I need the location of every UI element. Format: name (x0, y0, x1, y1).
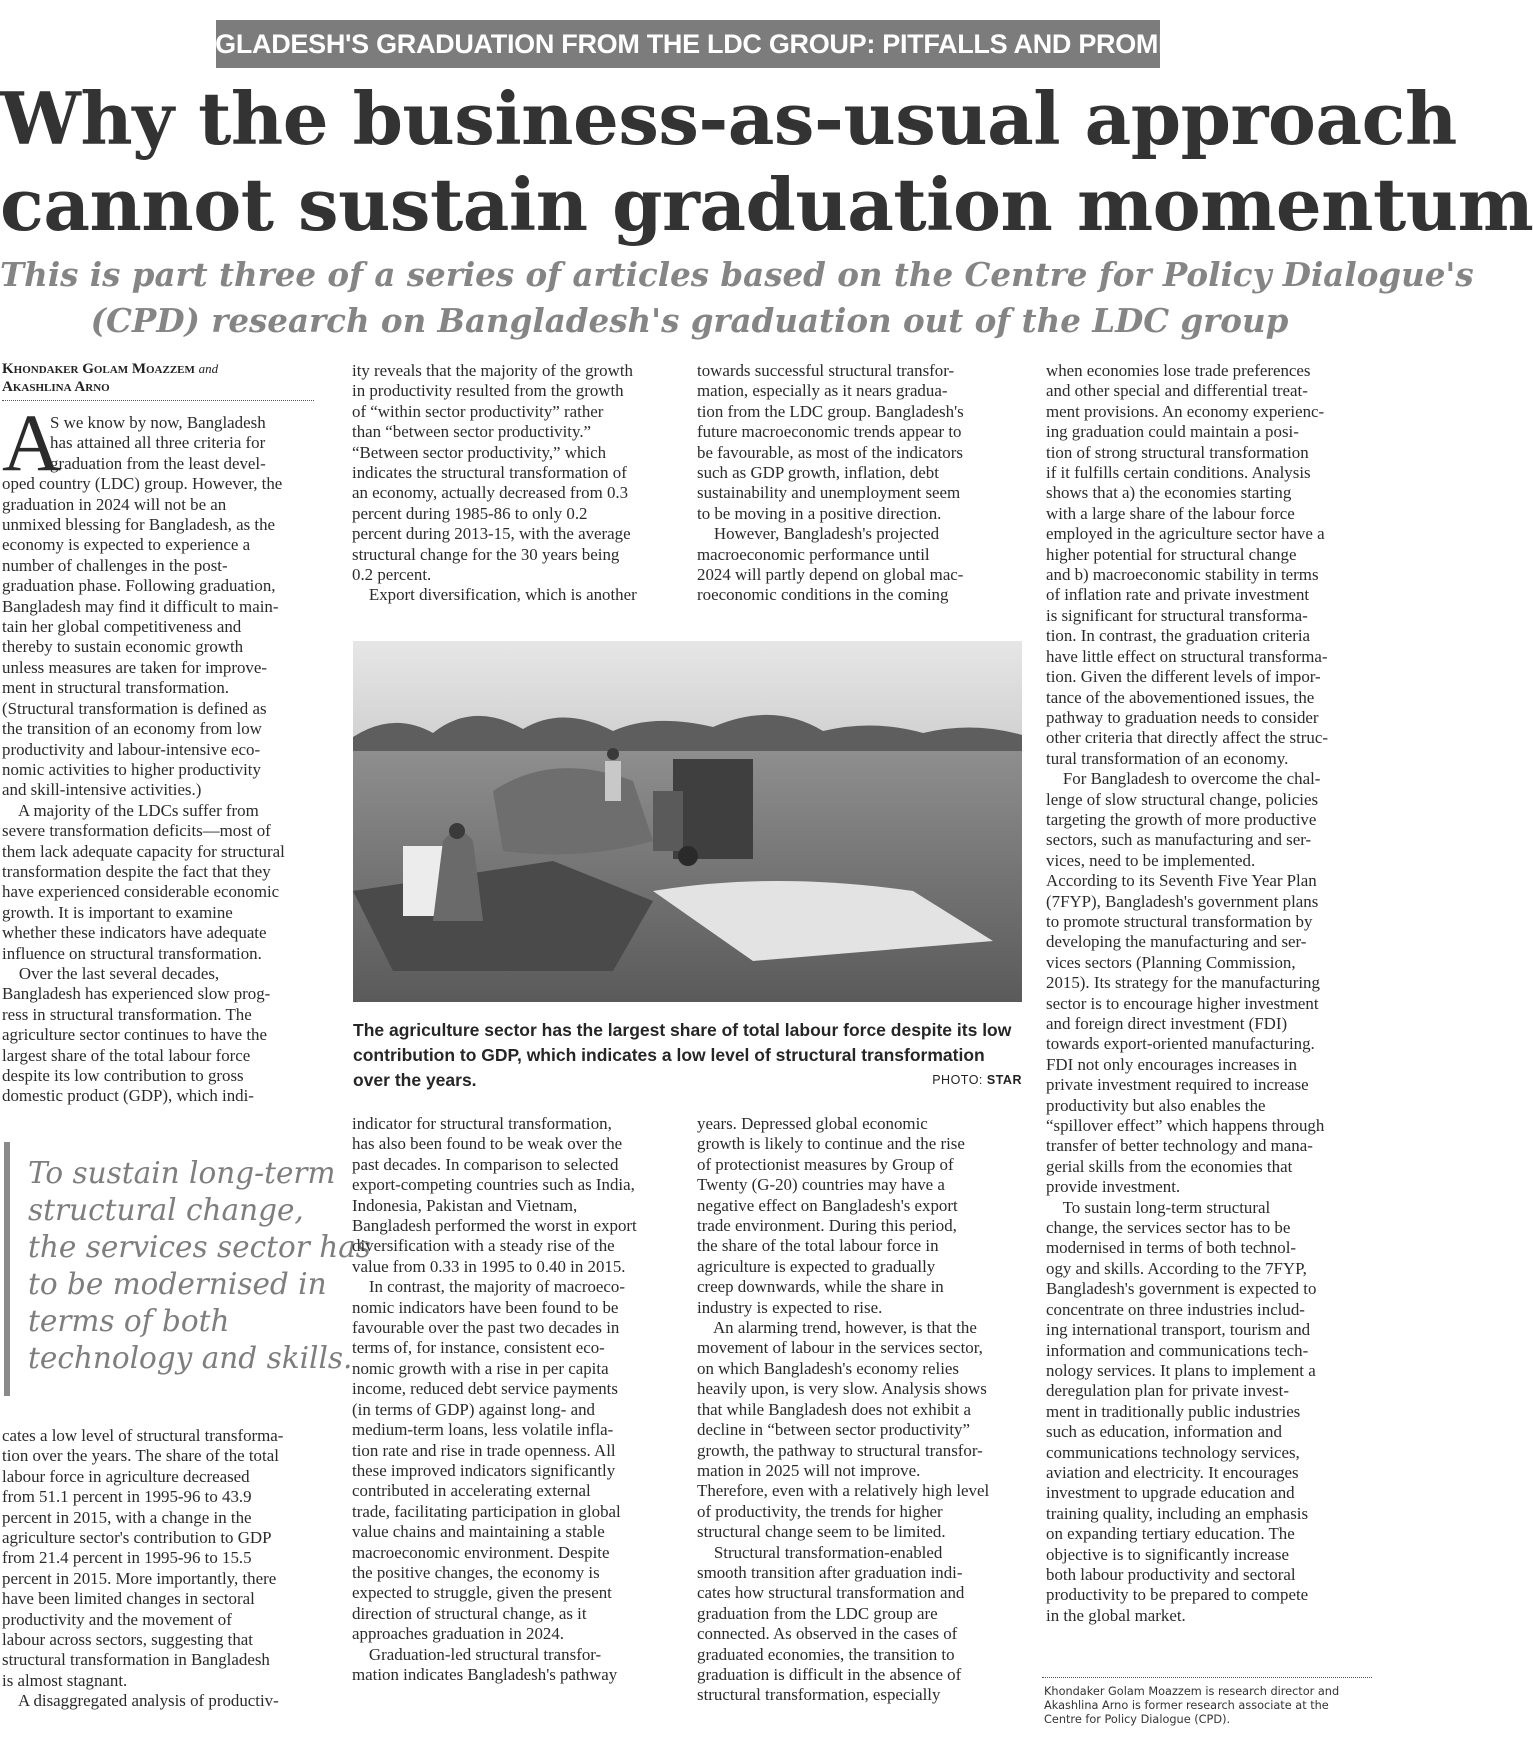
article-line: has attained all three criteria for (50, 433, 266, 453)
pull-quote-line: the services sector has (28, 1230, 371, 1264)
article-line: structural transformation in Bangladesh (2, 1650, 270, 1670)
article-line: Bangladesh has experienced slow prog- (2, 984, 271, 1004)
article-line: sectors, such as manufacturing and ser- (1046, 830, 1312, 850)
column-3-bottom (697, 1114, 1027, 1706)
article-line: smooth transition after graduation indi- (697, 1562, 963, 1582)
article-line: Structural transformation-enabled (697, 1542, 943, 1562)
article-line: Bangladesh may find it difficult to main- (2, 596, 279, 616)
article-line: graduation in 2024 will not be an (2, 494, 227, 514)
article-line: ogy and skills. According to the 7FYP, (1046, 1258, 1307, 1278)
article-line: ity reveals that the majority of the growth (352, 361, 633, 380)
article-line: them lack adequate capacity for structural (2, 841, 285, 861)
article-line: productivity to be prepared to compete (1046, 1585, 1309, 1605)
article-line: direction of structural change, as it (352, 1603, 587, 1623)
article-line: is significant for structural transforma- (1046, 605, 1308, 625)
article-line: of “within sector productivity” rather (352, 401, 604, 421)
drop-cap: A (2, 397, 62, 488)
article-line: tion of strong structural transformation (1046, 442, 1309, 462)
article-line: growth, the pathway to structural transfor- (697, 1440, 983, 1460)
article-line: percent during 2013-15, with the average (352, 524, 631, 544)
article-line: mation in 2025 will not improve. (697, 1460, 921, 1480)
article-line: Export diversification, which is another (352, 585, 637, 605)
article-line: macroeconomic performance until (697, 544, 930, 564)
credit-source: STAR (986, 1073, 1022, 1087)
article-line: on which Bangladesh's economy relies (697, 1358, 959, 1378)
article-line: has also been found to be weak over the (352, 1134, 623, 1154)
article-line: these improved indicators significantly (352, 1460, 616, 1480)
subheadline (0, 252, 1474, 344)
author-2: Akashlina Arno (2, 379, 110, 395)
pull-quote-line: to be modernised in (28, 1267, 327, 1301)
article-line: ment in traditionally public industries (1046, 1401, 1301, 1421)
author-note-line-3: Centre for Policy Dialogue (CPD). (1044, 1713, 1231, 1726)
article-line: change, the services sector has to be (1046, 1218, 1291, 1238)
article-line: severe transformation deficits—most of (2, 821, 271, 841)
article-line: when economies lose trade preferences (1046, 361, 1311, 380)
article-line: structural transformation, especially (697, 1685, 941, 1705)
photo-credit (920, 1073, 1022, 1087)
article-line: macroeconomic environment. Despite (352, 1542, 610, 1562)
article-line: tion rate and rise in trade openness. All (352, 1440, 616, 1460)
article-line: number of challenges in the post- (2, 555, 228, 575)
article-line: tance of the abovementioned issues, the (1046, 687, 1315, 707)
column-4 (1046, 361, 1379, 1626)
article-line: vices, need to be implemented. (1046, 850, 1256, 870)
column-2-bottom (352, 1114, 682, 1685)
author-note-divider (1042, 1677, 1372, 1678)
article-line: vices sectors (Planning Commission, (1046, 952, 1296, 972)
article-line: Over the last several decades, (2, 963, 220, 983)
article-line: productivity and the movement of (2, 1609, 232, 1629)
article-line: movement of labour in the services sector, (697, 1338, 983, 1358)
column-2-top (352, 361, 682, 606)
article-line: sector is to encourage higher investment (1046, 993, 1319, 1013)
article-line: heavily upon, is very slow. Analysis shows (697, 1379, 987, 1399)
article-line: economy is expected to experience a (2, 535, 251, 555)
article-line: higher potential for structural change (1046, 544, 1297, 564)
article-line: to be moving in a positive direction. (697, 503, 942, 523)
article-line: trade environment. During this period, (697, 1216, 957, 1236)
article-line: contributed in accelerating external (352, 1481, 591, 1501)
article-line: objective is to significantly increase (1046, 1544, 1289, 1564)
article-line: pathway to graduation needs to consider (1046, 707, 1319, 727)
article-line: roeconomic conditions in the coming (697, 585, 949, 605)
article-line: lenge of slow structural change, policies (1046, 789, 1319, 809)
article-line: growth is likely to continue and the rise (697, 1134, 965, 1154)
article-line: training quality, including an emphasis (1046, 1503, 1309, 1523)
article-line: transfer of better technology and mana- (1046, 1136, 1313, 1156)
article-line: from 21.4 percent in 1995-96 to 15.5 (2, 1548, 252, 1568)
headline (0, 76, 1533, 248)
article-line: graduation phase. Following graduation, (2, 576, 276, 596)
article-line: on expanding tertiary education. The (1046, 1524, 1295, 1544)
article-line: graduation from the least devel- (50, 453, 266, 473)
credit-label: PHOTO: (932, 1073, 983, 1087)
article-line: value from 0.33 in 1995 to 0.40 in 2015. (352, 1256, 626, 1276)
pull-quote-line: terms of both (28, 1304, 230, 1338)
article-line: expected to struggle, given the present (352, 1583, 612, 1603)
article-line: growth. It is important to examine (2, 902, 233, 922)
article-line: unless measures are taken for improve- (2, 657, 267, 677)
article-line: agriculture is expected to gradually (697, 1256, 936, 1276)
article-line: Bangladesh's government is expected to (1046, 1279, 1317, 1299)
article-line: value chains and maintaining a stable (352, 1522, 605, 1542)
article-line: ment provisions. An economy experienc- (1046, 401, 1325, 421)
article-line: future macroeconomic trends appear to (697, 422, 962, 442)
article-line: cates a low level of structural transforma- (2, 1426, 284, 1445)
article-line: ment in structural transformation. (2, 678, 230, 698)
column-3-top (697, 361, 1027, 606)
article-line: private investment required to increase (1046, 1075, 1309, 1095)
article-line: creep downwards, while the share in (697, 1277, 944, 1297)
article-line: To sustain long-term structural (1046, 1197, 1271, 1217)
article-line: For Bangladesh to overcome the chal- (1046, 769, 1321, 789)
agriculture-photo (353, 641, 1022, 1002)
article-line: tion. Given the different levels of impor- (1046, 667, 1321, 687)
pull-quote-line: technology and skills. (28, 1341, 353, 1375)
article-line: past decades. In comparison to selected (352, 1154, 619, 1174)
article-line: structural change for the 30 years being (352, 544, 620, 564)
article-line: deregulation plan for private invest- (1046, 1381, 1289, 1401)
article-line: and b) macroeconomic stability in terms (1046, 565, 1319, 585)
author-note-line-1: Khondaker Golam Moazzem is research director and (1044, 1685, 1340, 1698)
article-line: gerial skills from the economies that (1046, 1156, 1293, 1176)
article-line: communications technology services, (1046, 1442, 1300, 1462)
article-line: structural change seem to be limited. (697, 1522, 946, 1542)
article-line: oped country (LDC) group. However, the (2, 474, 283, 494)
article-line: such as education, information and (1046, 1422, 1282, 1442)
article-line: agriculture sector continues to have the (2, 1025, 267, 1045)
article-line: have experienced considerable economic (2, 882, 280, 902)
article-line: ing graduation could maintain a posi- (1046, 422, 1299, 442)
caption-line-3: over the years. (353, 1070, 477, 1090)
article-line: According to its Seventh Five Year Plan (1046, 871, 1317, 891)
article-line: if it fulfills certain conditions. Analysis (1046, 463, 1311, 483)
article-line: nomic activities to higher productivity (2, 759, 261, 779)
article-line: cates how structural transformation and (697, 1583, 965, 1603)
article-line: S we know by now, Bangladesh (50, 413, 266, 432)
article-line: be favourable, as most of the indicators (697, 442, 963, 462)
article-line: mation indicates Bangladesh's pathway (352, 1664, 618, 1684)
headline-line-2: cannot sustain graduation momentum (0, 162, 1533, 247)
article-line: modernised in terms of both technol- (1046, 1238, 1297, 1258)
article-line: terms of, for instance, consistent eco- (352, 1338, 605, 1358)
article-line: nology services. It plans to implement a (1046, 1360, 1316, 1380)
article-line: thereby to sustain economic growth (2, 637, 244, 657)
article-line: percent in 2015. More importantly, there (2, 1568, 277, 1588)
article-line: An alarming trend, however, is that the (697, 1318, 977, 1338)
byline-and: and (198, 361, 219, 376)
article-line: A majority of the LDCs suffer from (2, 800, 259, 820)
article-line: the transition of an economy from low (2, 719, 262, 739)
article-line: than “between sector productivity.” (352, 422, 592, 442)
article-line: diversification with a steady rise of the (352, 1236, 615, 1256)
article-line: tion over the years. The share of the total (2, 1446, 279, 1466)
article-line: In contrast, the majority of macroeco- (352, 1277, 625, 1297)
caption-line-1: The agriculture sector has the largest share of total labour force despite its low (353, 1020, 1012, 1040)
article-line: of productivity, the trends for higher (697, 1501, 943, 1521)
article-line: (Structural transformation is defined as (2, 698, 267, 718)
article-line: and skill-intensive activities.) (2, 780, 202, 800)
article-line: have been limited changes in sectoral (2, 1589, 255, 1609)
article-line: labour force in agriculture decreased (2, 1466, 250, 1486)
article-line: medium-term loans, less volatile infla- (352, 1420, 614, 1440)
article-line: 0.2 percent. (352, 565, 432, 585)
article-line: and other special and differential treat- (1046, 381, 1308, 401)
headline-line-1: Why the business-as-usual approach (0, 76, 1457, 161)
column-1-top (2, 397, 332, 1107)
subheadline-line-2: (CPD) research on Bangladesh's graduation out of the LDC group (90, 301, 1289, 340)
article-line: investment to upgrade education and (1046, 1483, 1295, 1503)
article-line: in the global market. (1046, 1605, 1186, 1625)
article-line: ing international transport, tourism and (1046, 1320, 1311, 1340)
article-line: decline in “between sector productivity” (697, 1420, 970, 1440)
byline (2, 360, 332, 396)
article-line: approaches graduation in 2024. (352, 1624, 565, 1644)
article-line: both labour productivity and sectoral (1046, 1564, 1296, 1584)
article-line: FDI not only encourages increases in (1046, 1054, 1297, 1074)
article-line: tion from the LDC group. Bangladesh's (697, 401, 964, 421)
section-kicker: BANGLADESH'S GRADUATION FROM THE LDC GROUP: PITFALLS AND PROMISES (216, 20, 1160, 68)
article-line: export-competing countries such as India, (352, 1175, 635, 1195)
article-line: concentrate on three industries includ- (1046, 1299, 1305, 1319)
article-line: largest share of the total labour force (2, 1045, 251, 1065)
article-line: an economy, actually decreased from 0.3 (352, 483, 629, 503)
article-line: information and communications tech- (1046, 1340, 1309, 1360)
article-line: and foreign direct investment (FDI) (1046, 1014, 1288, 1033)
article-line: industry is expected to rise. (697, 1297, 883, 1317)
article-line: percent during 1985-86 to only 0.2 (352, 503, 588, 523)
article-line: from 51.1 percent in 1995-96 to 43.9 (2, 1487, 252, 1507)
article-line: of protectionist measures by Group of (697, 1154, 954, 1174)
article-line: connected. As observed in the cases of (697, 1624, 958, 1644)
article-line: tural transformation of an economy. (1046, 748, 1289, 768)
article-line: have little effect on structural transforma- (1046, 646, 1328, 666)
article-line: tain her global competitiveness and (2, 617, 242, 637)
author-1: Khondaker Golam Moazzem (2, 361, 195, 377)
article-line: influence on structural transformation. (2, 943, 262, 963)
article-line: indicates the structural transformation of (352, 463, 627, 483)
threshing-scene-image (353, 641, 1022, 1002)
article-line: negative effect on Bangladesh's export (697, 1195, 958, 1215)
article-line: years. Depressed global economic (697, 1114, 928, 1133)
article-line: that while Bangladesh does not exhibit a (697, 1399, 971, 1419)
pull-quote-line: To sustain long-term (28, 1156, 336, 1190)
column-1-bottom (2, 1426, 332, 1712)
article-line: towards successful structural transfor- (697, 361, 955, 380)
article-line: mation, especially as it nears gradua- (697, 381, 948, 401)
article-line: Indonesia, Pakistan and Vietnam, (352, 1195, 578, 1215)
article-line: provide investment. (1046, 1177, 1181, 1197)
article-line: shows that a) the economies starting (1046, 483, 1292, 503)
article-line: productivity but also enables the (1046, 1095, 1266, 1115)
article-line: the positive changes, the economy is (352, 1562, 600, 1582)
article-line: “spillover effect” which happens through (1046, 1116, 1325, 1136)
article-line: graduation is difficult in the absence of (697, 1664, 962, 1684)
article-line: the share of the total labour force in (697, 1236, 939, 1256)
article-line: other criteria that directly affect the struc- (1046, 728, 1328, 748)
subheadline-line-1: This is part three of a series of articles based on the Centre for Policy Dialogue's (0, 255, 1474, 294)
pull-quote-line: structural change, (28, 1193, 304, 1227)
article-line: Twenty (G-20) countries may have a (697, 1175, 945, 1195)
article-line: graduated economies, the transition to (697, 1644, 955, 1664)
article-line: labour across sectors, suggesting that (2, 1630, 253, 1650)
article-line: graduation from the LDC group are (697, 1603, 938, 1623)
article-line: percent in 2015, with a change in the (2, 1507, 252, 1527)
article-line: with a large share of the labour force (1046, 503, 1295, 523)
article-line: in productivity resulted from the growth (352, 381, 624, 401)
article-line: However, Bangladesh's projected (697, 524, 940, 544)
article-line: whether these indicators have adequate (2, 923, 267, 943)
article-line: 2015). Its strategy for the manufacturing (1046, 973, 1320, 993)
article-line: transformation despite the fact that they (2, 861, 271, 881)
article-line: to promote structural transformation by (1046, 911, 1313, 931)
article-line: indicator for structural transformation, (352, 1114, 612, 1133)
article-line: income, reduced debt service payments (352, 1379, 618, 1399)
article-line: (7FYP), Bangladesh's government plans (1046, 891, 1319, 911)
pull-quote (28, 1155, 371, 1377)
article-line: ress in structural transformation. The (2, 1004, 252, 1024)
article-line: towards export-oriented manufacturing. (1046, 1034, 1315, 1054)
article-line: 2024 will partly depend on global mac- (697, 565, 964, 585)
author-note (1044, 1685, 1379, 1727)
article-line: Graduation-led structural transfor- (352, 1644, 602, 1664)
article-line: (in terms of GDP) against long- and (352, 1399, 595, 1419)
article-line: Therefore, even with a relatively high level (697, 1481, 990, 1501)
article-line: such as GDP growth, inflation, debt (697, 463, 939, 483)
article-line: aviation and electricity. It encourages (1046, 1462, 1299, 1482)
author-note-line-2: Akashlina Arno is former research associate at the (1044, 1699, 1329, 1712)
article-line: targeting the growth of more productive (1046, 809, 1317, 829)
article-line: Bangladesh performed the worst in export (352, 1216, 637, 1236)
article-line: of inflation rate and private investment (1046, 585, 1310, 605)
article-line: developing the manufacturing and ser- (1046, 932, 1307, 952)
article-line: sustainability and unemployment seem (697, 483, 961, 503)
article-line: A disaggregated analysis of productiv- (2, 1691, 279, 1711)
article-line: domestic product (GDP), which indi- (2, 1086, 254, 1106)
article-line: employed in the agriculture sector have a (1046, 524, 1325, 544)
article-line: despite its low contribution to gross (2, 1066, 244, 1085)
article-line: is almost stagnant. (2, 1670, 128, 1690)
article-line: unmixed blessing for Bangladesh, as the (2, 515, 276, 535)
article-line: favourable over the past two decades in (352, 1318, 620, 1338)
article-line: “Between sector productivity,” which (352, 442, 607, 462)
article-line: productivity and labour-intensive eco- (2, 739, 261, 759)
article-line: tion. In contrast, the graduation criteria (1046, 626, 1311, 646)
article-line: nomic growth with a rise in per capita (352, 1358, 609, 1378)
article-line: agriculture sector's contribution to GDP (2, 1528, 272, 1548)
article-line: nomic indicators have been found to be (352, 1297, 619, 1317)
article-line: trade, facilitating participation in global (352, 1501, 621, 1521)
caption-line-2: contribution to GDP, which indicates a low level of structural transformation (353, 1045, 985, 1065)
